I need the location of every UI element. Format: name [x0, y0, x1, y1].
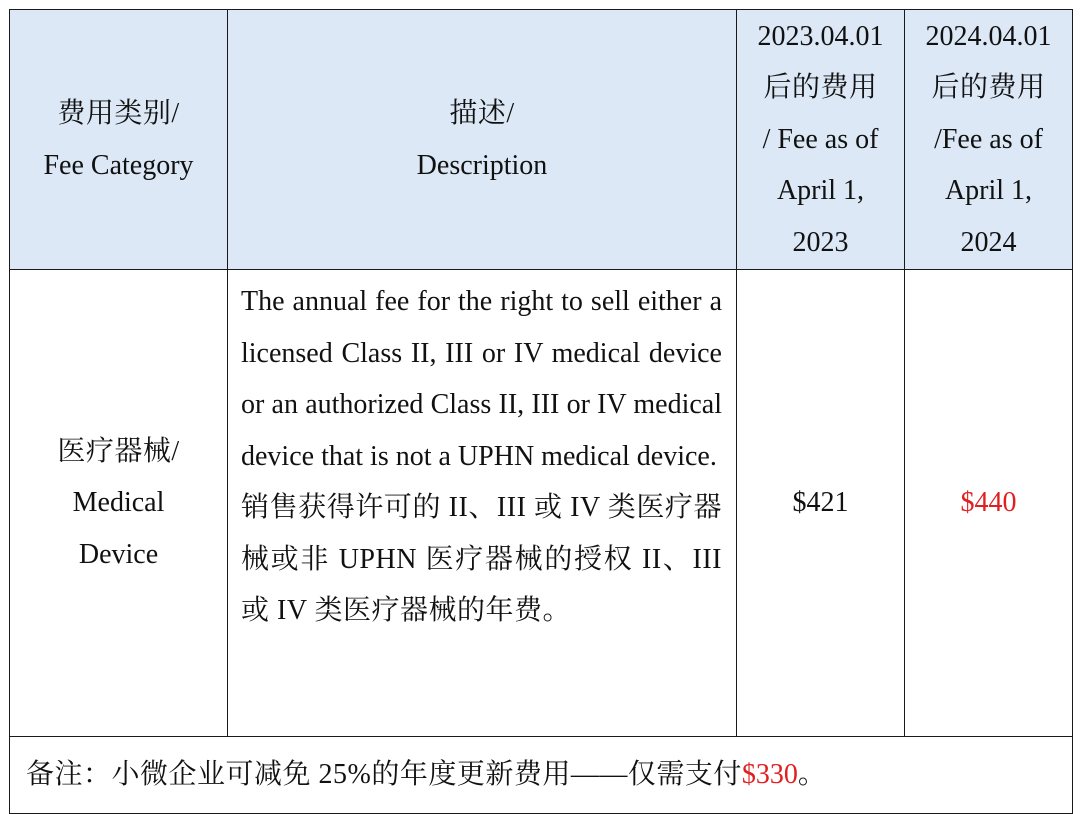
- header-fee-2023-line: April 1,: [776, 175, 865, 207]
- fee-2024-value: $440: [960, 487, 1017, 519]
- header-fee-2024-line: 后的费用: [931, 72, 1046, 104]
- header-fee-category: [10, 10, 228, 270]
- header-description-en: Description: [416, 149, 548, 181]
- header-fee-2024-line: 2024: [960, 226, 1017, 258]
- header-fee-2023-line: 后的费用: [763, 72, 878, 104]
- description-en: The annual fee for the right to sell either a licensed Class II, III or IV medical device or an authorized Class II, III or IV medical device that is not a UPHN medical device.: [241, 286, 722, 472]
- header-description-cn: 描述/: [449, 98, 515, 129]
- header-fee-2023-line: 2023: [792, 226, 849, 258]
- header-fee-category-en: Fee Category: [43, 149, 194, 181]
- cell-fee-2023: [737, 270, 905, 737]
- table-row: [10, 270, 1073, 737]
- note-suffix: 。: [797, 759, 826, 790]
- note-amount: $330: [741, 759, 798, 790]
- fee-2023-value: $421: [792, 487, 849, 519]
- category-en-line: Medical: [72, 487, 165, 519]
- table-header: [10, 10, 1073, 270]
- header-fee-2023: [737, 10, 905, 270]
- header-description: [228, 10, 737, 270]
- category-en-line: Device: [78, 538, 159, 570]
- description-cn: 销售获得许可的 II、III 或 IV 类医疗器械或非 UPHN 医疗器械的授权 II、III 或 IV 类医疗器械的年费。: [241, 492, 722, 626]
- cell-description: [228, 270, 737, 737]
- category-cn: 医疗器械/: [57, 435, 180, 467]
- header-fee-2024-line: /Fee as of: [934, 123, 1043, 155]
- cell-fee-2024: [905, 270, 1073, 737]
- note-row: [10, 737, 1073, 814]
- header-fee-category-cn: 费用类别/: [57, 98, 180, 129]
- header-row: [10, 10, 1073, 270]
- header-fee-2023-line: 2023.04.01: [757, 20, 884, 52]
- note-text: 备注：小微企业可减免 25%的年度更新费用——仅需支付: [26, 759, 742, 790]
- header-fee-2024-line: 2024.04.01: [925, 20, 1052, 52]
- header-fee-2024-line: April 1,: [944, 175, 1033, 207]
- note-cell: [10, 737, 1073, 814]
- fee-table: [9, 9, 1073, 814]
- header-fee-2024: [905, 10, 1073, 270]
- cell-fee-category: [10, 270, 228, 737]
- header-fee-2023-line: / Fee as of: [762, 123, 879, 155]
